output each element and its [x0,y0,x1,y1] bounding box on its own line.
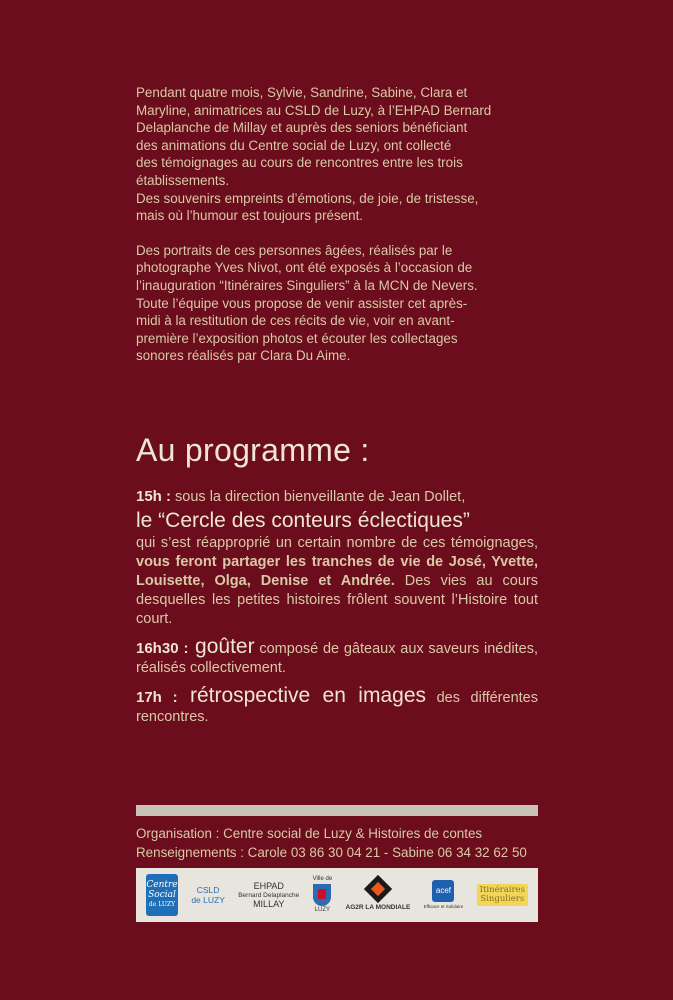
intro-text [136,84,538,365]
ville-de-luzy-logo: Ville de LUZY [312,876,333,913]
program-text: des différentes rencontres. [136,690,538,725]
text-line: des animations du Centre social de Luzy, ont collecté [136,137,452,153]
text-line: établissements. [136,172,230,188]
text-line: mais où l’humour est toujours présent. [136,208,364,224]
text-line: Des souvenirs empreints d’émotions, de joie, de tristesse, [136,190,479,206]
program-time: 17h : [136,689,178,706]
ehpad-logo: EHPAD Bernard Delaplanche MILLAY [238,880,300,909]
organisation-line: Organisation : Centre social de Luzy & Histoires de contes [136,826,483,841]
divider-bar [136,805,538,816]
csld-logo: CSLD de LUZY [191,885,225,905]
program-highlight: le “Cercle des conteurs éclectiques” [136,509,470,532]
text-line: première l’exposition photos et écouter les collectages [136,330,458,346]
partner-logos [136,868,538,922]
program-title: Au programme : [136,432,370,468]
ag2r-logo: AG2R LA MONDIALE [346,879,411,912]
text-line: l’inauguration “Itinéraires Singuliers” à la MCN de Nevers. [136,277,478,293]
footer-info [136,824,546,862]
program-list [136,487,538,735]
text-line: Des portraits de ces personnes âgées, réalisés par le [136,242,453,258]
acef-logo: acef Efficace et Solidaire [424,880,464,911]
text-line: midi à la restitution de ces récits de vie, voir en avant- [136,313,455,329]
program-item-16h30 [136,637,538,678]
program-item-15h [136,487,538,629]
program-item-17h [136,686,538,727]
program-text: qui s’est réapproprié un certain nombre de ces témoignages, [136,535,538,551]
text-line: des témoignages au cours de rencontres entre les trois [136,155,463,171]
acef-mark-icon: acef [432,880,454,902]
text-line: Toute l’équipe vous propose de venir assister cet après- [136,295,468,311]
program-highlight: rétrospective en images [177,684,426,707]
program-time: 15h : [136,488,172,505]
program-highlight: goûter [188,635,255,658]
program-time: 16h30 : [136,640,189,657]
ag2r-mark-icon [364,874,392,902]
intro-paragraph-1 [136,84,538,190]
text-line: Delaplanche de Millay et auprès des seniors bénéficiant [136,120,468,136]
contact-line: Renseignements : Carole 03 86 30 04 21 - Sabine 06 34 32 62 50 [136,845,527,860]
text-line: sonores réalisés par Clara Du Aime. [136,348,351,364]
program-bold-text: vous feront partager les tranches de vie de José, Yvette, Louisette, Olga, Denise et Andrée. [136,554,538,589]
coat-of-arms-icon [313,884,331,906]
centre-social-logo: Centre Social de LUZY [146,874,178,916]
text-line: Maryline, animatrices au CSLD de Luzy, à l’EHPAD Bernard [136,102,492,118]
program-text: composé de gâteaux aux saveurs inédites, réalisés collectivement. [136,641,538,676]
itineraires-singuliers-logo: Itinéraires Singuliers [477,884,528,906]
text-line: Pendant quatre mois, Sylvie, Sandrine, Sabine, Clara et [136,85,468,100]
text-line: photographe Yves Nivot, ont été exposés à l’occasion de [136,260,473,276]
intro-paragraph-2 [136,190,538,225]
program-lead: sous la direction bienveillante de Jean Dollet, [171,489,466,505]
intro-paragraph-3 [136,242,538,365]
program-text: Des vies au cours desquelles les petites histoires frôlent souvent l’Histoire tout court. [136,573,538,627]
